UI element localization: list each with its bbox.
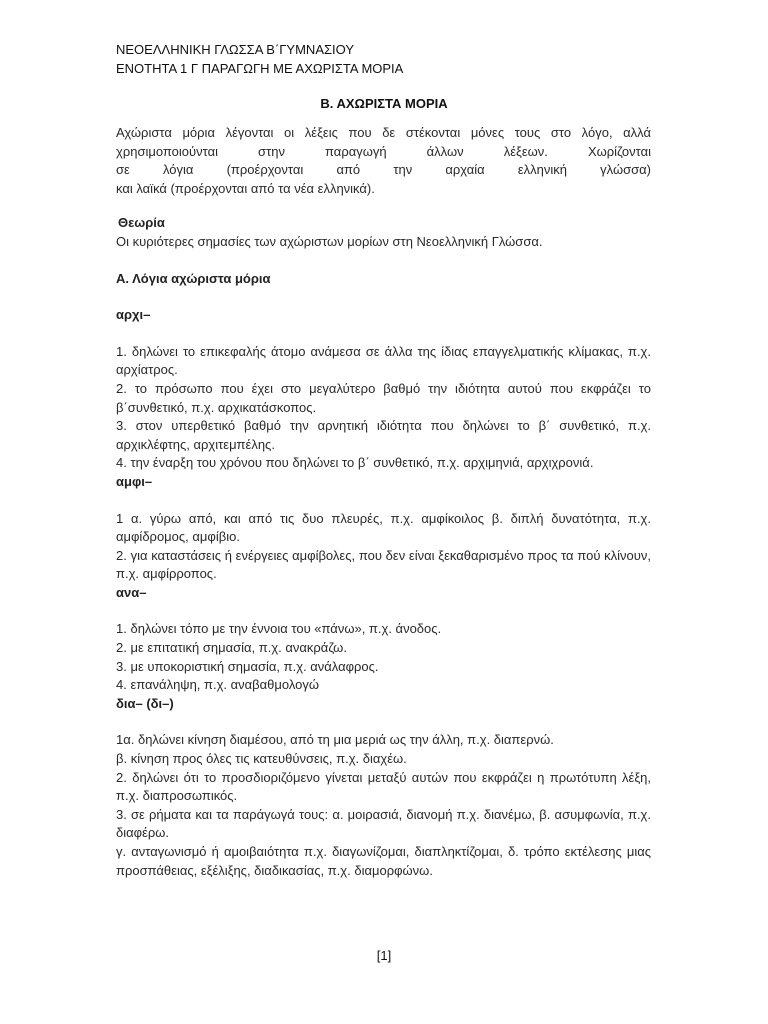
intro-line: και λαϊκά (προέρχονται από τα νέα ελληνικά). [116,180,375,196]
prefix-archi-heading: αρχι– [116,307,151,323]
amfi-meaning: 2. για καταστάσεις ή ενέργειες αμφίβολες, που δεν είναι ξεκαθαρισμένο προς τα πού κλίνουν, π.χ. αμφίρροπος. [116,547,651,582]
dia-meaning: 2. δηλώνει ότι το προσδιοριζόμενο γίνεται μεταξύ αυτών που εκφράζει η πρωτότυπη λέξη, π.χ. διαπροσωπικός. [116,769,651,804]
prefix-amfi-heading: αμφι– [116,473,153,489]
prefix-ana-heading: ανα– [116,584,147,600]
archi-meaning: 1. δηλώνει το επικεφαλής άτομο ανάμεσα σε άλλα της ίδιας επαγγελματικής κλίμακας, π.χ. αρχίατρος. [116,343,651,378]
intro-paragraph [116,124,651,198]
prefix-dia-heading: δια– (δι–) [116,695,174,711]
archi-meaning: 3. στον υπερθετικό βαθμό την αρνητική ιδιότητα που δηλώνει το β΄ συνθετικό, π.χ. αρχικλέφτης, αρχιτεμπέλης. [116,418,651,452]
archi-meaning: 4. την έναρξη του χρόνου που δηλώνει το β΄ συνθετικό, π.χ. αρχιμηνιά, αρχιχρονιά. [116,455,594,471]
dia-meaning: β. κίνηση προς όλες τις κατευθύνσεις, π.χ. διαχέω. [116,751,407,767]
intro-line: χρησιμοποιούνται στην παραγωγή άλλων λέξεων. Χωρίζονται [116,143,651,159]
document-body [116,124,651,880]
header-subject: ΝΕΟΕΛΛΗΝΙΚΗ ΓΛΩΣΣΑ Β΄ΓΥΜΝΑΣΙΟΥ [116,42,355,57]
dia-meaning: 3. σε ρήματα και τα παράγωγά τους: α. μοιρασιά, διανομή π.χ. διανέμω, β. ασυμφωνία, π.χ. διαφέρω. [116,806,651,841]
ana-meaning: 4. επανάληψη, π.χ. αναβαθμολογώ [116,677,320,693]
theory-text: Οι κυριότερες σημασίες των αχώριστων μορίων στη Νεοελληνική Γλώσσα. [116,233,543,249]
header-unit: ΕΝΟΤΗΤΑ 1 Γ ΠΑΡΑΓΩΓΗ ΜΕ ΑΧΩΡΙΣΤΑ ΜΟΡΙΑ [116,61,404,76]
page-number: [1] [376,948,392,963]
section-a-heading: Α. Λόγια αχώριστα μόρια [116,270,271,286]
dia-meaning: 1α. δηλώνει κίνηση διαμέσου, από τη μια μεριά ως την άλλη, π.χ. διαπερνώ. [116,732,554,748]
document-title: Β. ΑΧΩΡΙΣΤΑ ΜΟΡΙΑ [320,96,448,111]
amfi-meaning: 1 α. γύρω από, και από τις δυο πλευρές, π.χ. αμφίκοιλος β. διπλή δυνατότητα, π.χ. αμφίδρομος, αμφίβιο. [116,510,651,545]
ana-meaning: 3. με υποκοριστική σημασία, π.χ. ανάλαφρος. [116,658,379,674]
ana-meaning: 1. δηλώνει τόπο με την έννοια του «πάνω», π.χ. άνοδος. [116,621,442,637]
document-header [116,40,403,78]
archi-meaning: 2. το πρόσωπο που έχει στο μεγαλύτερο βαθμό την ιδιότητα αυτού που εκφράζει το β΄συνθετικό, π.χ. αρχικατάσκοπος. [116,380,651,415]
intro-line: Αχώριστα μόρια λέγονται οι λέξεις που δε στέκονται μόνες τους στο λόγο, αλλά [116,125,651,140]
theory-heading: Θεωρία [118,215,165,231]
intro-line: σε λόγια (προέρχονται από την αρχαία ελληνική γλώσσα) [116,162,651,178]
ana-meaning: 2. με επιτατική σημασία, π.χ. ανακράζω. [116,640,347,656]
dia-meaning: γ. ανταγωνισμό ή αμοιβαιότητα π.χ. διαγωνίζομαι, διαπληκτίζομαι, δ. τρόπο εκτέλεσης μιας προσπάθειας, εξέλιξης, διαδικασίας, π.χ. διαμορφώνω. [116,844,651,878]
